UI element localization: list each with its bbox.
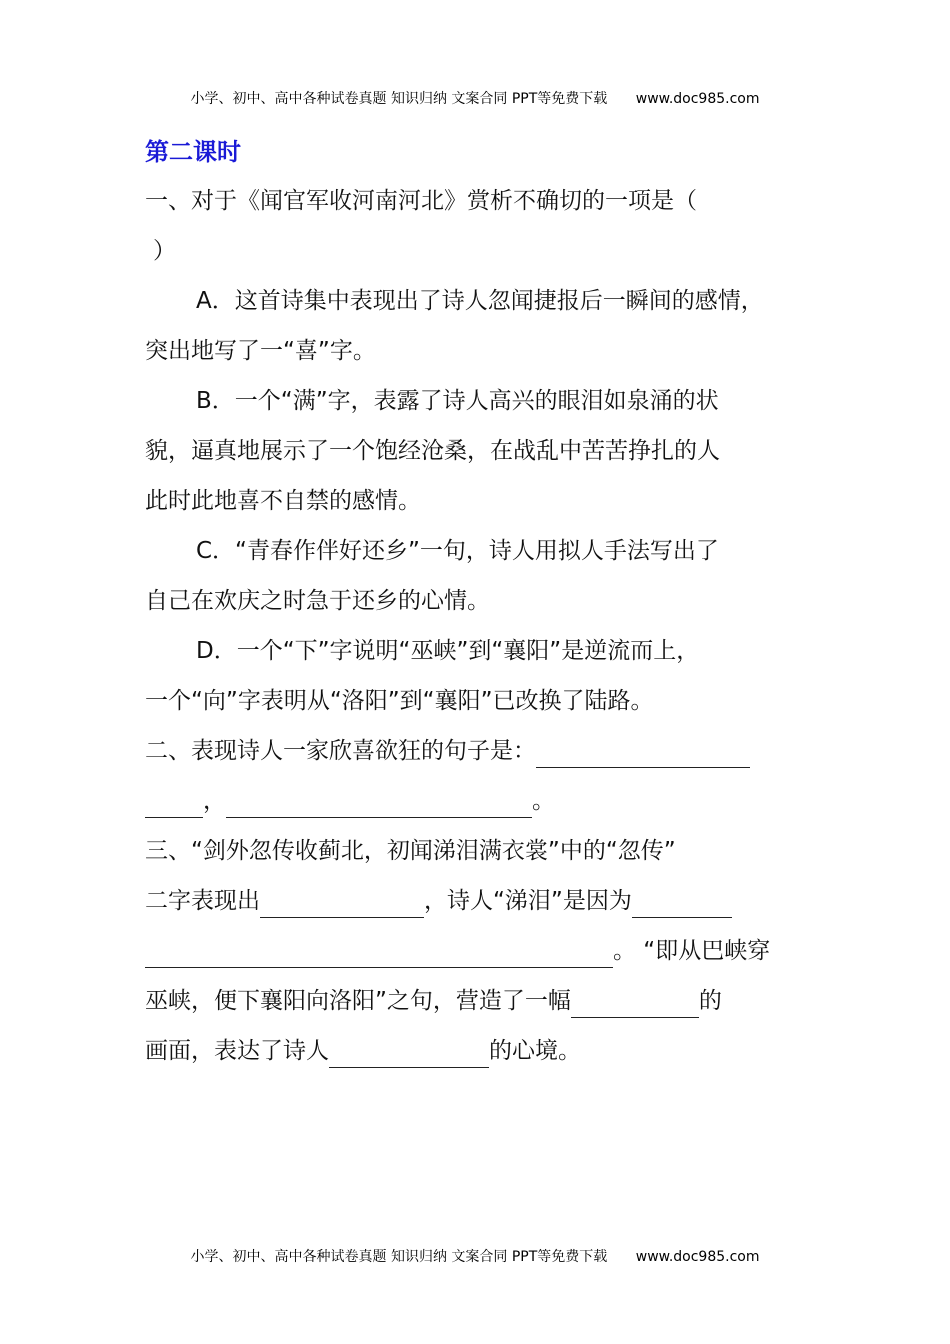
- q1-option-c-line-2: 自己在欢庆之时急于还乡的心情。: [145, 588, 490, 614]
- q3-text-4a: 巫峡，便下襄阳向洛阳”之句，营造了一幅: [145, 988, 571, 1014]
- footer-site-link[interactable]: www.doc985.com: [635, 1249, 760, 1265]
- q3-answer-blank-2a[interactable]: [632, 885, 732, 918]
- q3-line-4: [145, 976, 825, 1026]
- q2-line-2: [145, 776, 825, 826]
- q2-answer-blank-1b[interactable]: [145, 785, 203, 818]
- q3-answer-blank-4[interactable]: [329, 1035, 489, 1068]
- q1-option-d-line-2: 一个“向”字表明从“洛阳”到“襄阳”已改换了陆路。: [145, 688, 654, 714]
- q2-end: 。: [532, 788, 555, 814]
- q3-answer-blank-2b[interactable]: [145, 935, 613, 968]
- q3-text-2b: ，诗人“涕泪”是因为: [424, 888, 632, 914]
- q3-line-3: [145, 926, 825, 976]
- q1-option-a-line-2: 突出地写了一“喜”字。: [145, 338, 376, 364]
- footer-text: 小学、初中、高中各种试卷真题 知识归纳 文案合同 PPT等免费下载: [190, 1249, 608, 1265]
- q3-answer-blank-3[interactable]: [571, 985, 699, 1018]
- q1-option-b-line-1: B．一个“满”字，表露了诗人高兴的眼泪如泉涌的状: [196, 388, 719, 414]
- header-site-link[interactable]: www.doc985.com: [635, 91, 760, 107]
- header-text: 小学、初中、高中各种试卷真题 知识归纳 文案合同 PPT等免费下载: [190, 91, 608, 107]
- q1-option-a-line-1: A．这首诗集中表现出了诗人忽闻捷报后一瞬间的感情，: [196, 288, 764, 314]
- q2-answer-blank-1a[interactable]: [536, 735, 750, 768]
- q1-option-b-line-2: 貌，逼真地展示了一个饱经沧桑，在战乱中苦苦挣扎的人: [145, 438, 720, 464]
- q2-stem: 二、表现诗人一家欣喜欲狂的句子是：: [145, 738, 536, 764]
- page-header: [0, 88, 950, 108]
- q1-stem-line-2: ）: [153, 238, 176, 264]
- q3-text-5a: 画面，表达了诗人: [145, 1038, 329, 1064]
- q2-answer-blank-2[interactable]: [226, 785, 532, 818]
- q1-option-b-line-3: 此时此地喜不自禁的感情。: [145, 488, 421, 514]
- q3-line-1: 三、“剑外忽传收蓟北，初闻涕泪满衣裳”中的“忽传”: [145, 838, 676, 864]
- q3-line-5: [145, 1026, 825, 1076]
- q2-line-1: [145, 726, 825, 776]
- q3-text-3b: 。 “即从巴峡穿: [613, 938, 771, 964]
- document-body: [145, 128, 825, 1076]
- q3-text-4b: 的: [698, 988, 722, 1014]
- lesson-title: 第二课时: [145, 138, 241, 166]
- q1-option-d-line-1: D．一个“下”字说明“巫峡”到“襄阳”是逆流而上，: [196, 638, 700, 664]
- q3-text-2a: 二字表现出: [145, 888, 260, 914]
- q1-option-c-line-1: C．“青春作伴好还乡”一句，诗人用拟人手法写出了: [196, 538, 719, 564]
- q3-line-2: [145, 876, 825, 926]
- q3-text-5b: 的心境。: [489, 1038, 581, 1064]
- q3-answer-blank-1[interactable]: [260, 885, 424, 918]
- q2-comma: ，: [203, 788, 226, 814]
- page-footer: [0, 1246, 950, 1266]
- q1-stem-line-1: 一、对于《闻官军收河南河北》赏析不确切的一项是（: [145, 188, 697, 214]
